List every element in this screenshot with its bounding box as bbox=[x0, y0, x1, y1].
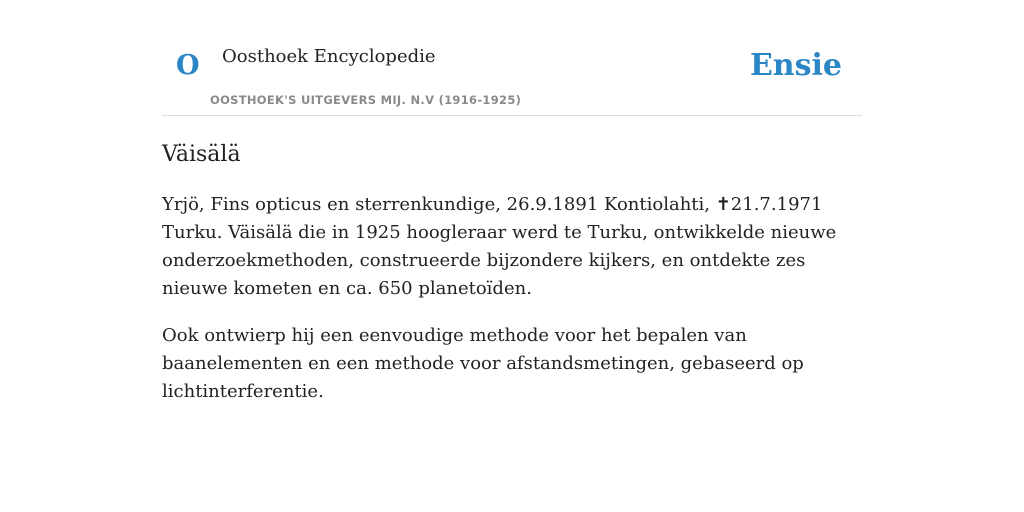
page bbox=[162, 0, 862, 406]
source-title-link[interactable]: Oosthoek Encyclopedie bbox=[222, 46, 436, 67]
source-logo[interactable]: O bbox=[176, 50, 200, 81]
article-paragraph: Ook ontwierp hij een eenvoudige methode voor het bepalen van baanelementen en een methode voor afstandsmetingen, gebaseerd op lichtinterferentie. bbox=[162, 325, 804, 403]
publisher-label: OOSTHOEK'S UITGEVERS MIJ. N.V (1916-1925) bbox=[210, 93, 522, 107]
source-header bbox=[162, 0, 862, 116]
article-title: Väisälä bbox=[162, 142, 241, 167]
ensie-logo-link[interactable]: Ensie bbox=[749, 48, 842, 83]
article-paragraph: Yrjö, Fins opticus en sterrenkundige, 26.9.1891 Kontiolahti, ✝21.7.1971 Turku. Väisälä die in 1925 hoogleraar werd te Turku, ontwikkelde nieuwe onderzoekmethoden, construeerde bijzondere kijkers, en ontdekte zes nieuwe kometen en ca. 650 planetoïden. bbox=[162, 194, 837, 300]
